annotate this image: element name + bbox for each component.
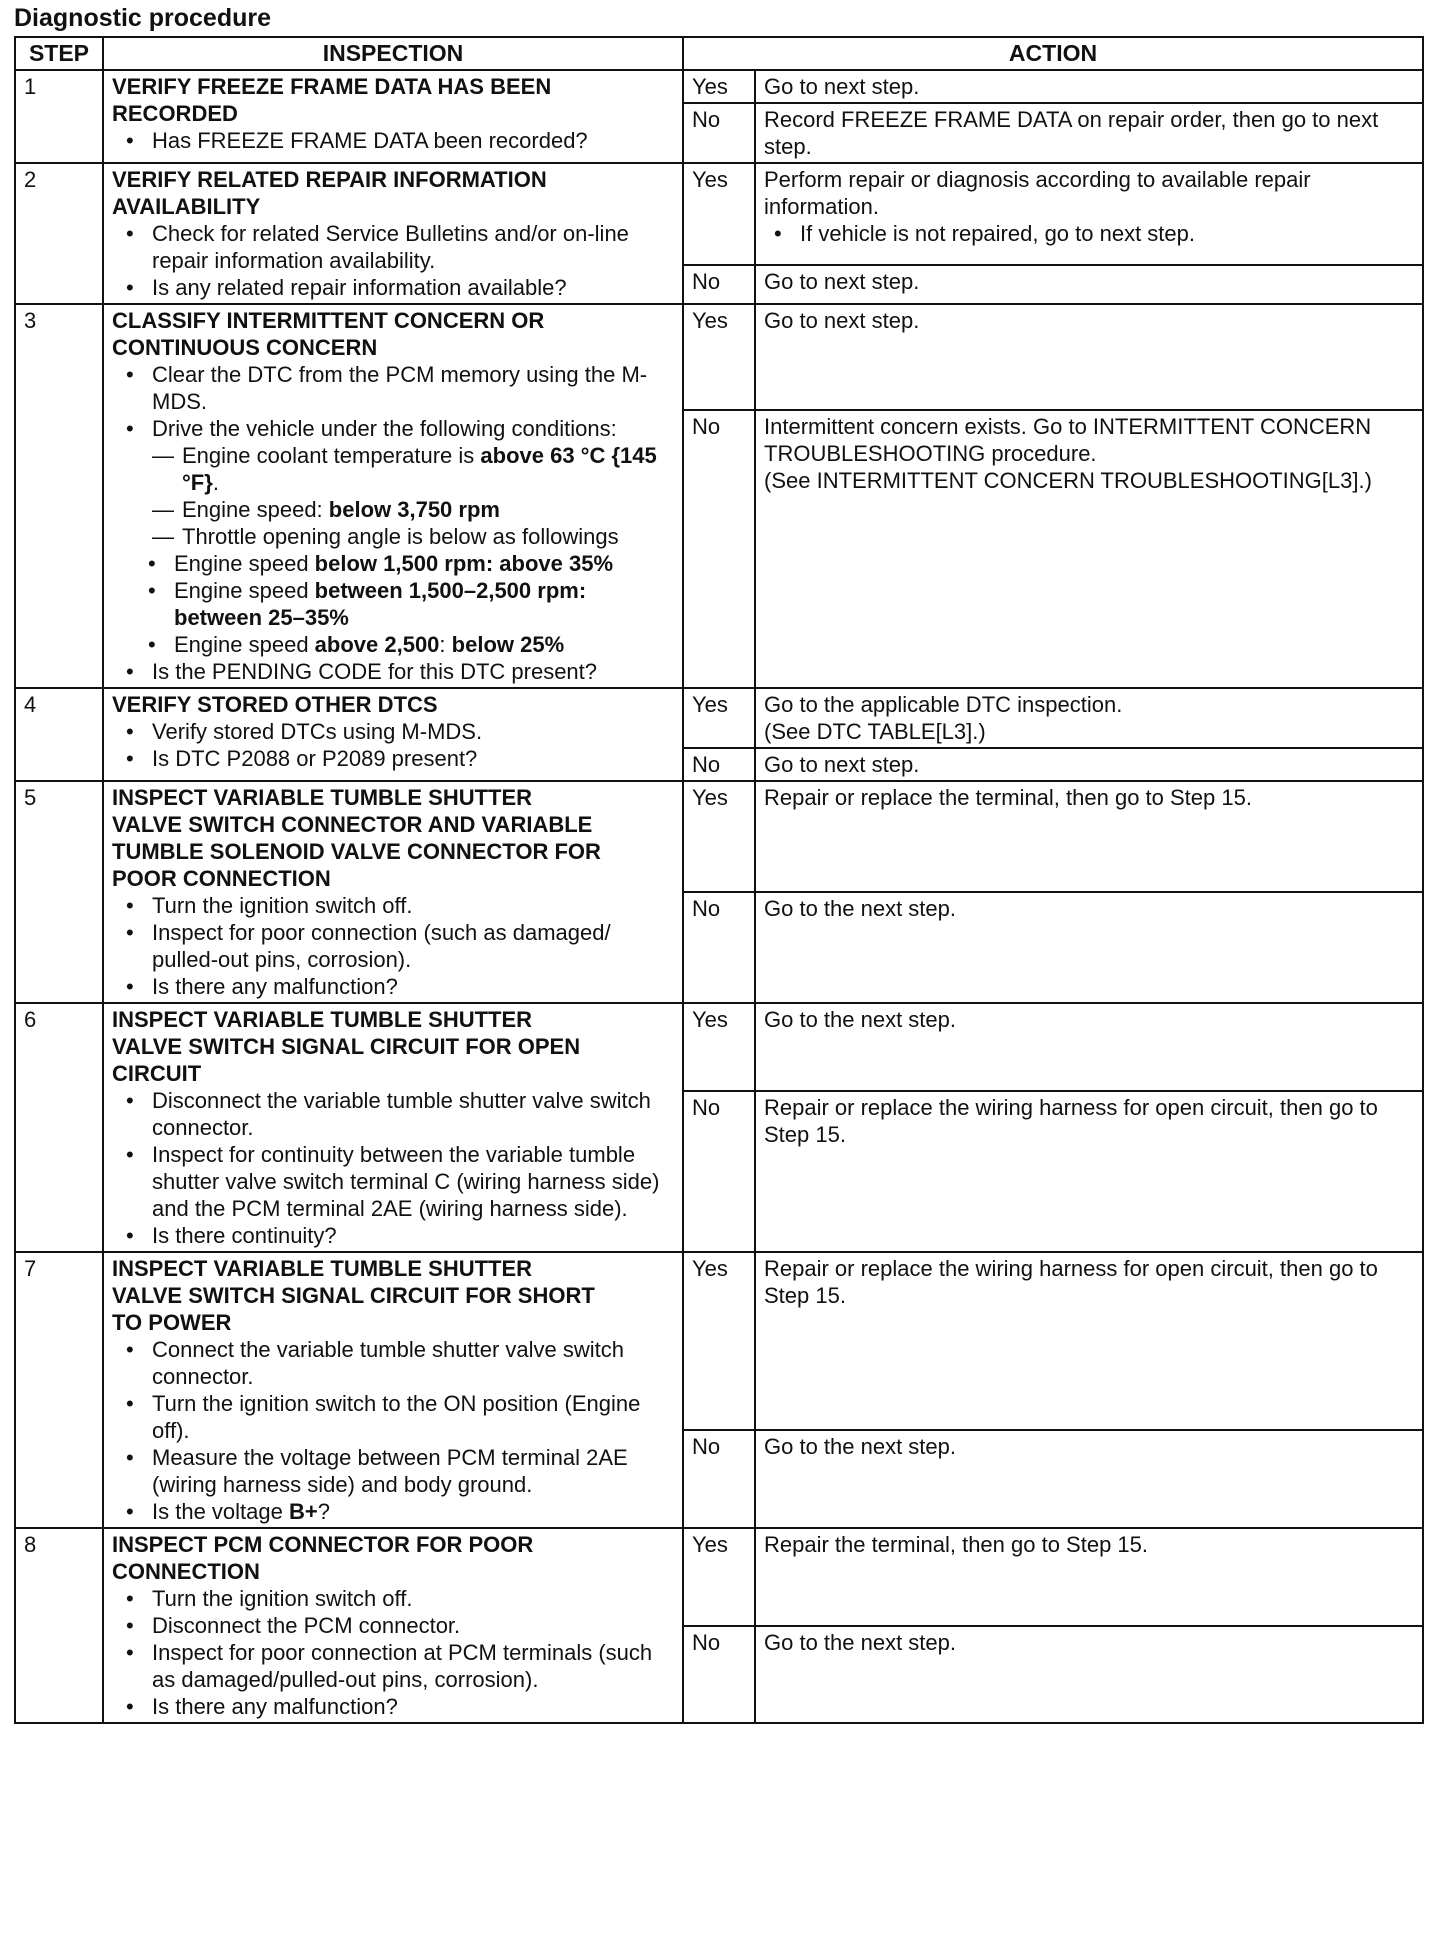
- yes-label: Yes: [683, 1528, 755, 1626]
- yes-action: Go to next step.: [755, 70, 1423, 103]
- no-action: Record FREEZE FRAME DATA on repair order, then go to next step.: [755, 103, 1423, 163]
- condition-subitem: • Engine speed between 1,500–2,500 rpm: between 25–35%: [112, 577, 674, 631]
- step-inspection: [103, 688, 683, 781]
- inspection-bullet: • Is any related repair information available?: [112, 274, 674, 301]
- inspection-bullet: • Turn the ignition switch off.: [112, 892, 674, 919]
- step-title: INSPECT VARIABLE TUMBLE SHUTTER VALVE SWITCH SIGNAL CIRCUIT FOR SHORT TO POWER: [112, 1256, 595, 1335]
- no-action: Go to the next step.: [755, 1626, 1423, 1724]
- step-inspection: [103, 1528, 683, 1723]
- no-label: No: [683, 1626, 755, 1724]
- step-number: 6: [15, 1003, 103, 1252]
- step-number: 2: [15, 163, 103, 304]
- inspection-bullet: • Measure the voltage between PCM terminal 2AE (wiring harness side) and body ground.: [112, 1444, 674, 1498]
- step-8-yes-row: [15, 1528, 1423, 1626]
- inspection-bullet: • Is there any malfunction?: [112, 973, 674, 1000]
- step-4-yes-row: [15, 688, 1423, 748]
- inspection-bullet: • Is the PENDING CODE for this DTC present?: [112, 658, 674, 685]
- step-3-yes-row: [15, 304, 1423, 410]
- inspection-bullet: • Inspect for poor connection at PCM terminals (such as damaged/pulled-out pins, corrosion).: [112, 1639, 674, 1693]
- table-header-row: [15, 37, 1423, 70]
- yes-label: Yes: [683, 781, 755, 892]
- no-action: Go to the next step.: [755, 892, 1423, 1003]
- yes-action: Go to the applicable DTC inspection. (See DTC TABLE[L3].): [755, 688, 1423, 748]
- step-number: 8: [15, 1528, 103, 1723]
- inspection-bullet: • Disconnect the PCM connector.: [112, 1612, 674, 1639]
- diagnostic-table: [14, 36, 1424, 1724]
- yes-action: Repair the terminal, then go to Step 15.: [755, 1528, 1423, 1626]
- step-inspection: [103, 163, 683, 304]
- step-title: VERIFY STORED OTHER DTCS: [112, 692, 438, 717]
- no-label: No: [683, 748, 755, 781]
- header-action: ACTION: [683, 37, 1423, 70]
- no-label: No: [683, 103, 755, 163]
- page-title: Diagnostic procedure: [14, 4, 271, 32]
- step-inspection: [103, 304, 683, 688]
- yes-label: Yes: [683, 70, 755, 103]
- step-number: 4: [15, 688, 103, 781]
- inspection-bullet: • Is there any malfunction?: [112, 1693, 674, 1720]
- inspection-bullet: • Check for related Service Bulletins and/or on-line repair information availability.: [112, 220, 674, 274]
- step-title: VERIFY RELATED REPAIR INFORMATION AVAILABILITY: [112, 167, 547, 219]
- inspection-bullet: • Turn the ignition switch to the ON position (Engine off).: [112, 1390, 674, 1444]
- yes-action: Go to next step.: [755, 304, 1423, 410]
- step-title: INSPECT PCM CONNECTOR FOR POOR CONNECTION: [112, 1532, 534, 1584]
- yes-label: Yes: [683, 304, 755, 410]
- step-number: 7: [15, 1252, 103, 1528]
- step-7-yes-row: [15, 1252, 1423, 1430]
- step-title: VERIFY FREEZE FRAME DATA HAS BEEN RECORDED: [112, 74, 552, 126]
- no-label: No: [683, 892, 755, 1003]
- inspection-bullet: • Clear the DTC from the PCM memory using the M-MDS.: [112, 361, 674, 415]
- no-label: No: [683, 1430, 755, 1528]
- condition-item: — Engine speed: below 3,750 rpm: [152, 496, 674, 523]
- condition-subitem: • Engine speed above 2,500: below 25%: [112, 631, 674, 658]
- yes-action: Perform repair or diagnosis according to available repair information. • If vehicle is not repaired, go to next step.: [755, 163, 1423, 265]
- action-bullet: • If vehicle is not repaired, go to next step.: [764, 220, 1414, 247]
- step-5-yes-row: [15, 781, 1423, 892]
- yes-action: Repair or replace the wiring harness for open circuit, then go to Step 15.: [755, 1252, 1423, 1430]
- no-action: Go to next step.: [755, 748, 1423, 781]
- inspection-bullet: • Is the voltage B+?: [112, 1498, 674, 1525]
- yes-label: Yes: [683, 1003, 755, 1091]
- inspection-bullet: • Inspect for poor connection (such as damaged/ pulled-out pins, corrosion).: [112, 919, 674, 973]
- no-label: No: [683, 265, 755, 304]
- yes-label: Yes: [683, 688, 755, 748]
- no-action: Go to the next step.: [755, 1430, 1423, 1528]
- inspection-bullet: • Turn the ignition switch off.: [112, 1585, 674, 1612]
- inspection-bullet: • Drive the vehicle under the following conditions: — Engine coolant temperature is above 63 °C {145 °F}. — Engine speed: below 3,750 rpm — Throttle opening angle is below as followings • Engine speed below 1,500 rpm: above 35% • Engine speed between 1,500–2,500 rpm: between 25–35% • Engine speed above 2,500: below 25%: [112, 415, 674, 658]
- inspection-bullet: • Inspect for continuity between the variable tumble shutter valve switch terminal C (wiring harness side) and the PCM terminal 2AE (wiring harness side).: [112, 1141, 674, 1222]
- yes-label: Yes: [683, 163, 755, 265]
- yes-label: Yes: [683, 1252, 755, 1430]
- inspection-bullet: • Is DTC P2088 or P2089 present?: [112, 745, 674, 772]
- condition-item: — Throttle opening angle is below as followings: [152, 523, 674, 550]
- no-label: No: [683, 1091, 755, 1252]
- step-inspection: [103, 1003, 683, 1252]
- no-action: Repair or replace the wiring harness for open circuit, then go to Step 15.: [755, 1091, 1423, 1252]
- step-inspection: [103, 70, 683, 163]
- step-title: CLASSIFY INTERMITTENT CONCERN OR CONTINUOUS CONCERN: [112, 308, 545, 360]
- yes-action: Repair or replace the terminal, then go to Step 15.: [755, 781, 1423, 892]
- inspection-bullet: • Verify stored DTCs using M-MDS.: [112, 718, 674, 745]
- step-number: 1: [15, 70, 103, 163]
- inspection-bullet: • Is there continuity?: [112, 1222, 674, 1249]
- header-step: STEP: [15, 37, 103, 70]
- step-title: INSPECT VARIABLE TUMBLE SHUTTER VALVE SWITCH SIGNAL CIRCUIT FOR OPEN CIRCUIT: [112, 1007, 581, 1086]
- step-title: INSPECT VARIABLE TUMBLE SHUTTER VALVE SWITCH CONNECTOR AND VARIABLE TUMBLE SOLENOID VALVE CONNECTOR FOR POOR CONNECTION: [112, 785, 601, 891]
- no-action: Intermittent concern exists. Go to INTERMITTENT CONCERN TROUBLESHOOTING procedure. (See INTERMITTENT CONCERN TROUBLESHOOTING[L3].): [755, 410, 1423, 688]
- inspection-bullet: • Has FREEZE FRAME DATA been recorded?: [112, 127, 674, 154]
- step-number: 3: [15, 304, 103, 688]
- step-1-yes-row: [15, 70, 1423, 103]
- step-inspection: [103, 781, 683, 1003]
- inspection-bullet: • Connect the variable tumble shutter valve switch connector.: [112, 1336, 674, 1390]
- condition-item: — Engine coolant temperature is above 63 °C {145 °F}.: [152, 442, 674, 496]
- step-2-yes-row: [15, 163, 1423, 265]
- no-label: No: [683, 410, 755, 688]
- step-inspection: [103, 1252, 683, 1528]
- step-6-yes-row: [15, 1003, 1423, 1091]
- condition-subitem: • Engine speed below 1,500 rpm: above 35%: [112, 550, 674, 577]
- no-action: Go to next step.: [755, 265, 1423, 304]
- step-number: 5: [15, 781, 103, 1003]
- yes-action: Go to the next step.: [755, 1003, 1423, 1091]
- header-inspection: INSPECTION: [103, 37, 683, 70]
- inspection-bullet: • Disconnect the variable tumble shutter valve switch connector.: [112, 1087, 674, 1141]
